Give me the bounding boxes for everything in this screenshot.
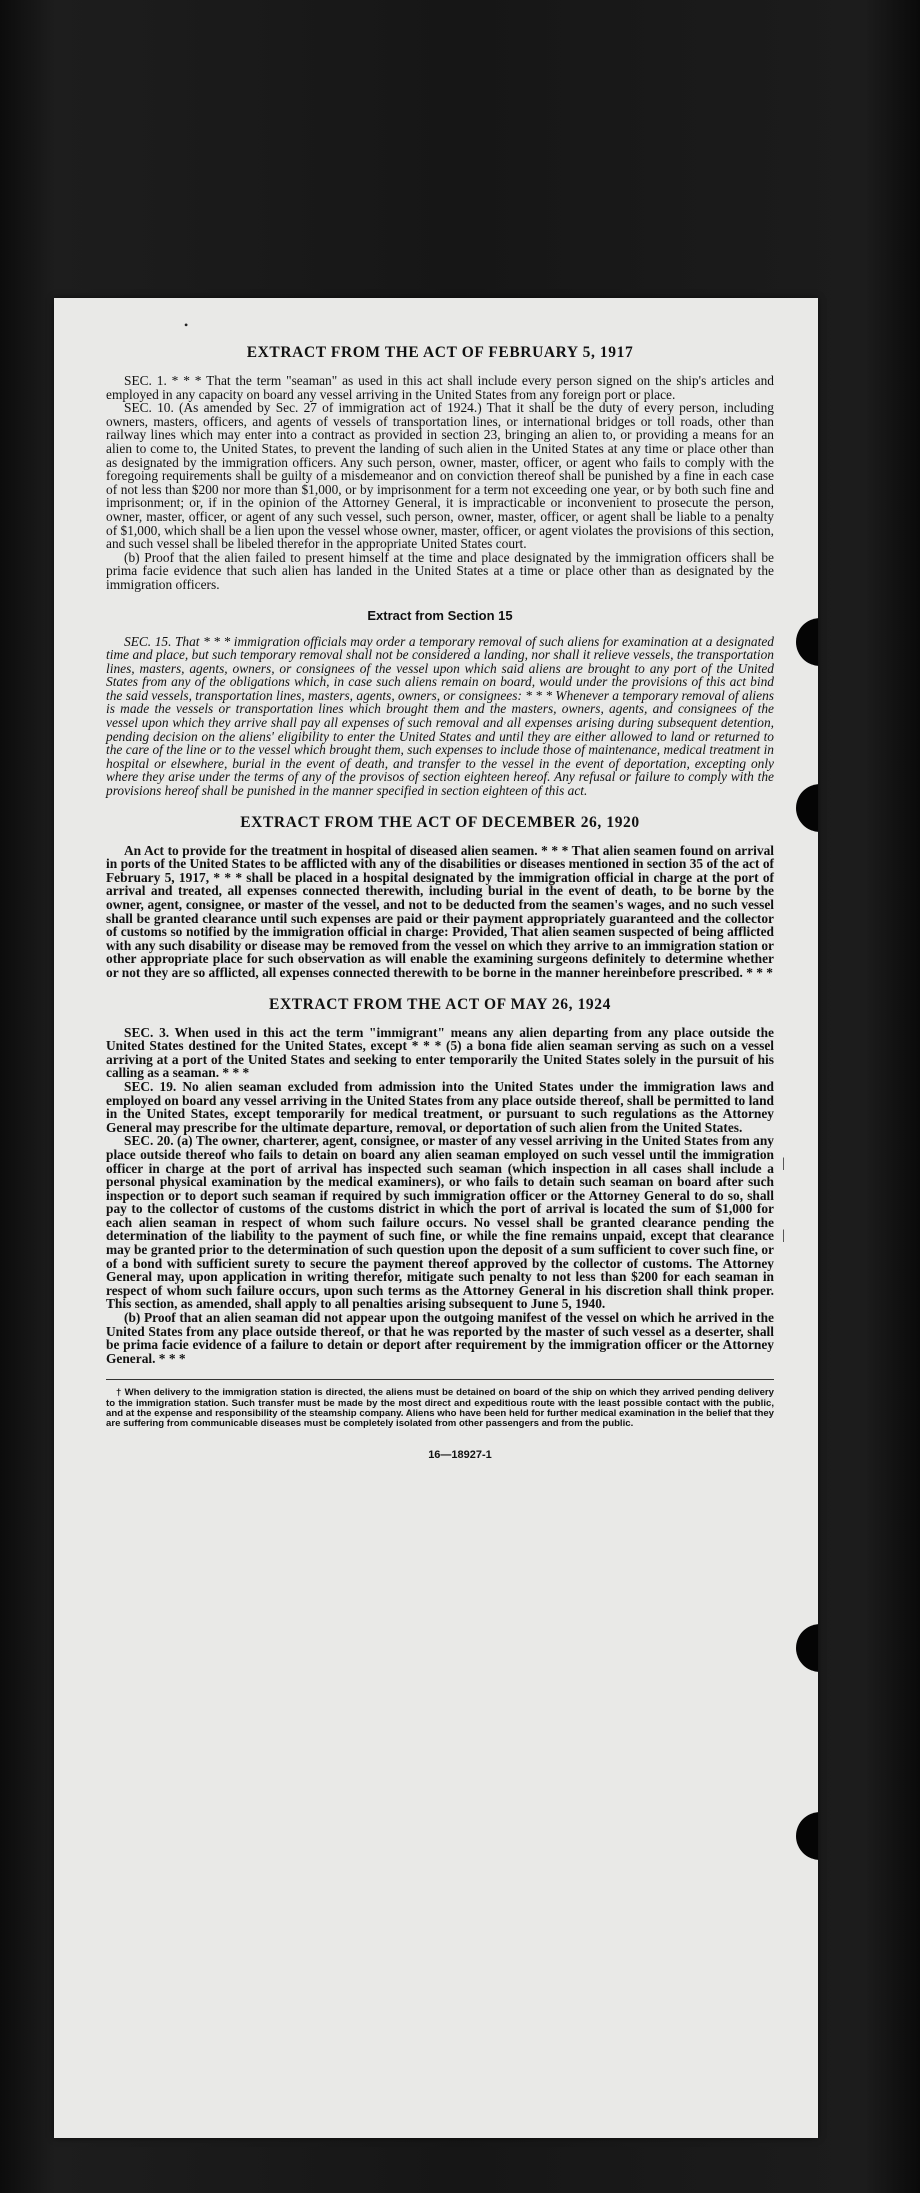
paragraph-sec-19: SEC. 19. No alien seaman excluded from admission into the United States under the immigration laws and employed on board any vessel arriving in the United States from any place outside thereof, shall be permitted to land in the United States, except temporarily for medical treatment, or pursuant to such regulations as the Attorney General may prescribe for the ultimate departure, removal, or deportation of such alien from the United States.	[106, 1078, 774, 1135]
margin-tick-1: |	[782, 1156, 785, 1171]
footnote: † When delivery to the immigration station is directed, the aliens must be detained on board of the ship on which they arrived pending delivery to the immigration station. Such transfer must be made by the most direct and expeditious route with the least possible contact with the public, and at the expense and responsibility of the steamship company. Aliens who have been held for further medical examination in the belief that they are suffering from communicable diseases must be completely isolated from other passengers and from the public.	[106, 1387, 774, 1430]
paragraph-sec-20-b: (b) Proof that an alien seaman did not appear upon the outgoing manifest of the vessel on which he arrived in the United States from any place outside thereof, or that he was reported by the master of such vessel as a deserter, shall be prima facie evidence of a failure to detain or deport after requirement by the immigration officer or the Attorney General. * * *	[106, 1310, 774, 1366]
page-top-mark: •	[184, 318, 189, 332]
punch-hole-2	[796, 784, 818, 832]
paragraph-sec-20-a: SEC. 20. (a) The owner, charterer, agent, consignee, or master of any vessel arriving in the United States from any place outside thereof who fails to detain on board any alien seaman employed on such vessel until the immigration officer in charge at the port of arrival has inspected such seaman (which inspection in all cases shall include a personal physical examination by the medical examiners), or who fails to detain such seaman on board after such inspection or to deport such seaman if required by such immigration officer or the Attorney General to do so, shall pay to the collector of customs of the customs district in which the port of arrival is located the sum of $1,000 for each alien seaman in respect of whom such failure occurs. No vessel shall be granted clearance pending the determination of the liability to the payment of such fine, or while the fine remains unpaid, except that clearance may be granted prior to the determination of such question upon the deposit of a sum sufficient to cover such fine, or of a bond with sufficient surety to secure the payment thereof approved by the collector of customs. The Attorney General may, upon application in writing therefor, mitigate such penalty to not less than $200 for each seaman in respect of whom such failure occurs, upon such terms as the Attorney General in his discretion shall think proper. This section, as amended, shall apply to all penalties arising subsequent to June 5, 1940.	[106, 1133, 774, 1312]
paragraph-sec-15: SEC. 15. That * * * immigration officials may order a temporary removal of such aliens for examination at a designated time and place, but such temporary removal shall not be considered a landing, nor shall it relieve vessels, the transportation lines, masters, agents, owners, or consignees of the vessel upon which said aliens are brought to any port of the United States from any of the obligations which, in case such aliens remain on board, would under the provisions of this act bind the said vessels, transportation lines, masters, agents, owners, or consignees: * * * Whenever a temporary removal of aliens is made the vessels or transportation lines which brought them and the masters, owners, agents, and consignees of the vessel upon which they arrive shall pay all expenses of such removal and all expenses arising during subsequent detention, pending decision on the aliens' eligibility to enter the United States and until they are either allowed to land or returned to the care of the line or to the vessel which brought them, such expenses to include those of maintenance, medical treatment in hospital or elsewhere, burial in the event of death, and transfer to the vessel in the event of deportation, excepting only where they arise under the terms of any of the provisos of section eighteen hereof. Any refusal or failure to comply with the provisions hereof shall be punished in the manner specified in section eighteen of this act.	[106, 633, 774, 799]
subsection-title-section-15: Extract from Section 15	[367, 607, 513, 623]
punch-hole-1	[796, 618, 818, 666]
margin-tick-2: |	[782, 1228, 785, 1243]
section-title-may-1924: EXTRACT FROM THE ACT OF MAY 26, 1924	[269, 995, 611, 1013]
form-number: 16—18927-1	[428, 1449, 492, 1462]
section-title-dec-1920: EXTRACT FROM THE ACT OF DECEMBER 26, 1920	[240, 813, 640, 831]
punch-hole-4	[796, 1812, 818, 1860]
section-title-feb-1917: EXTRACT FROM THE ACT OF FEBRUARY 5, 1917	[246, 344, 634, 361]
punch-hole-3	[796, 1624, 818, 1672]
document-body	[106, 344, 774, 1461]
footnote-divider	[106, 1379, 774, 1380]
paragraph-sec-3: SEC. 3. When used in this act the term "immigrant" means any alien departing from any place outside the United States destined for the United States, except * * * (5) a bona fide alien seaman serving as such on a vessel arriving at a port of the United States and seeking to enter temporarily the United States solely in the pursuit of his calling as a seaman. * * *	[106, 1024, 774, 1081]
paragraph-act-1920: An Act to provide for the treatment in hospital of diseased alien seamen. * * * That alien seamen found on arrival in ports of the United States to be afflicted with any of the disabilities or diseases mentioned in section 35 of the act of February 5, 1917, * * * shall be placed in a hospital designated by the immigration official in charge at the port of arrival and treated, all expenses connected therewith, including burial in the event of death, to be borne by the owner, agent, consignee, or master of the vessel, and not to be deducted from the seamen's wages, and no such vessel shall be granted clearance until such expenses are paid or their payment appropriately guaranteed and the collector of customs so notified by the immigration official in charge: Provided, That alien seamen suspected of being afflicted with any such disability or disease may be removed from the vessel on which they arrive to an immigration station or other appropriate place for such observation as will enable the examining surgeons definitely to determine whether or not they are so afflicted, all expenses connected therewith to be borne in the manner hereinbefore prescribed. * * *	[106, 842, 774, 980]
document-page	[54, 298, 818, 2138]
paragraph-sec-10: SEC. 10. (As amended by Sec. 27 of immigration act of 1924.) That it shall be the duty of every person, including owners, masters, officers, and agents of vessels of transportation lines, or international bridges or toll roads, other than railway lines which may enter into a contract as provided in section 23, bringing an alien to, or providing a means for an alien to come to, the United States, to prevent the landing of such alien in the United States at any time or place other than as designated by the immigration officers. Any such person, owner, master, officer, or agent who fails to comply with the foregoing requirements shall be guilty of a misdemeanor and on conviction thereof shall be punished by a fine in each case of not less than $200 nor more than $1,000, or by imprisonment for a term not exceeding one year, or by both such fine and imprisonment; or, if in the opinion of the Attorney General, it is impracticable or inconvenient to prosecute the person, owner, master, officer, or agent of any such vessel, such person, owner, master, officer, or agent shall be liable to a penalty of $1,000, which shall be a lien upon the vessel whose owner, master, officer, or agent violates the provisions of this section, and such vessel shall be libeled therefor in the appropriate United States court.	[106, 400, 774, 552]
paragraph-sec-1: SEC. 1. * * * That the term "seaman" as used in this act shall include every person signed on the ship's articles and employed in any capacity on board any vessel arriving in the United States from any foreign port or place.	[106, 373, 774, 402]
paragraph-sec-10-b: (b) Proof that the alien failed to present himself at the time and place designated by the immigration officers shall be prima facie evidence that such alien has landed in the United States at a time or place other than as designated by the immigration officers.	[106, 549, 774, 592]
